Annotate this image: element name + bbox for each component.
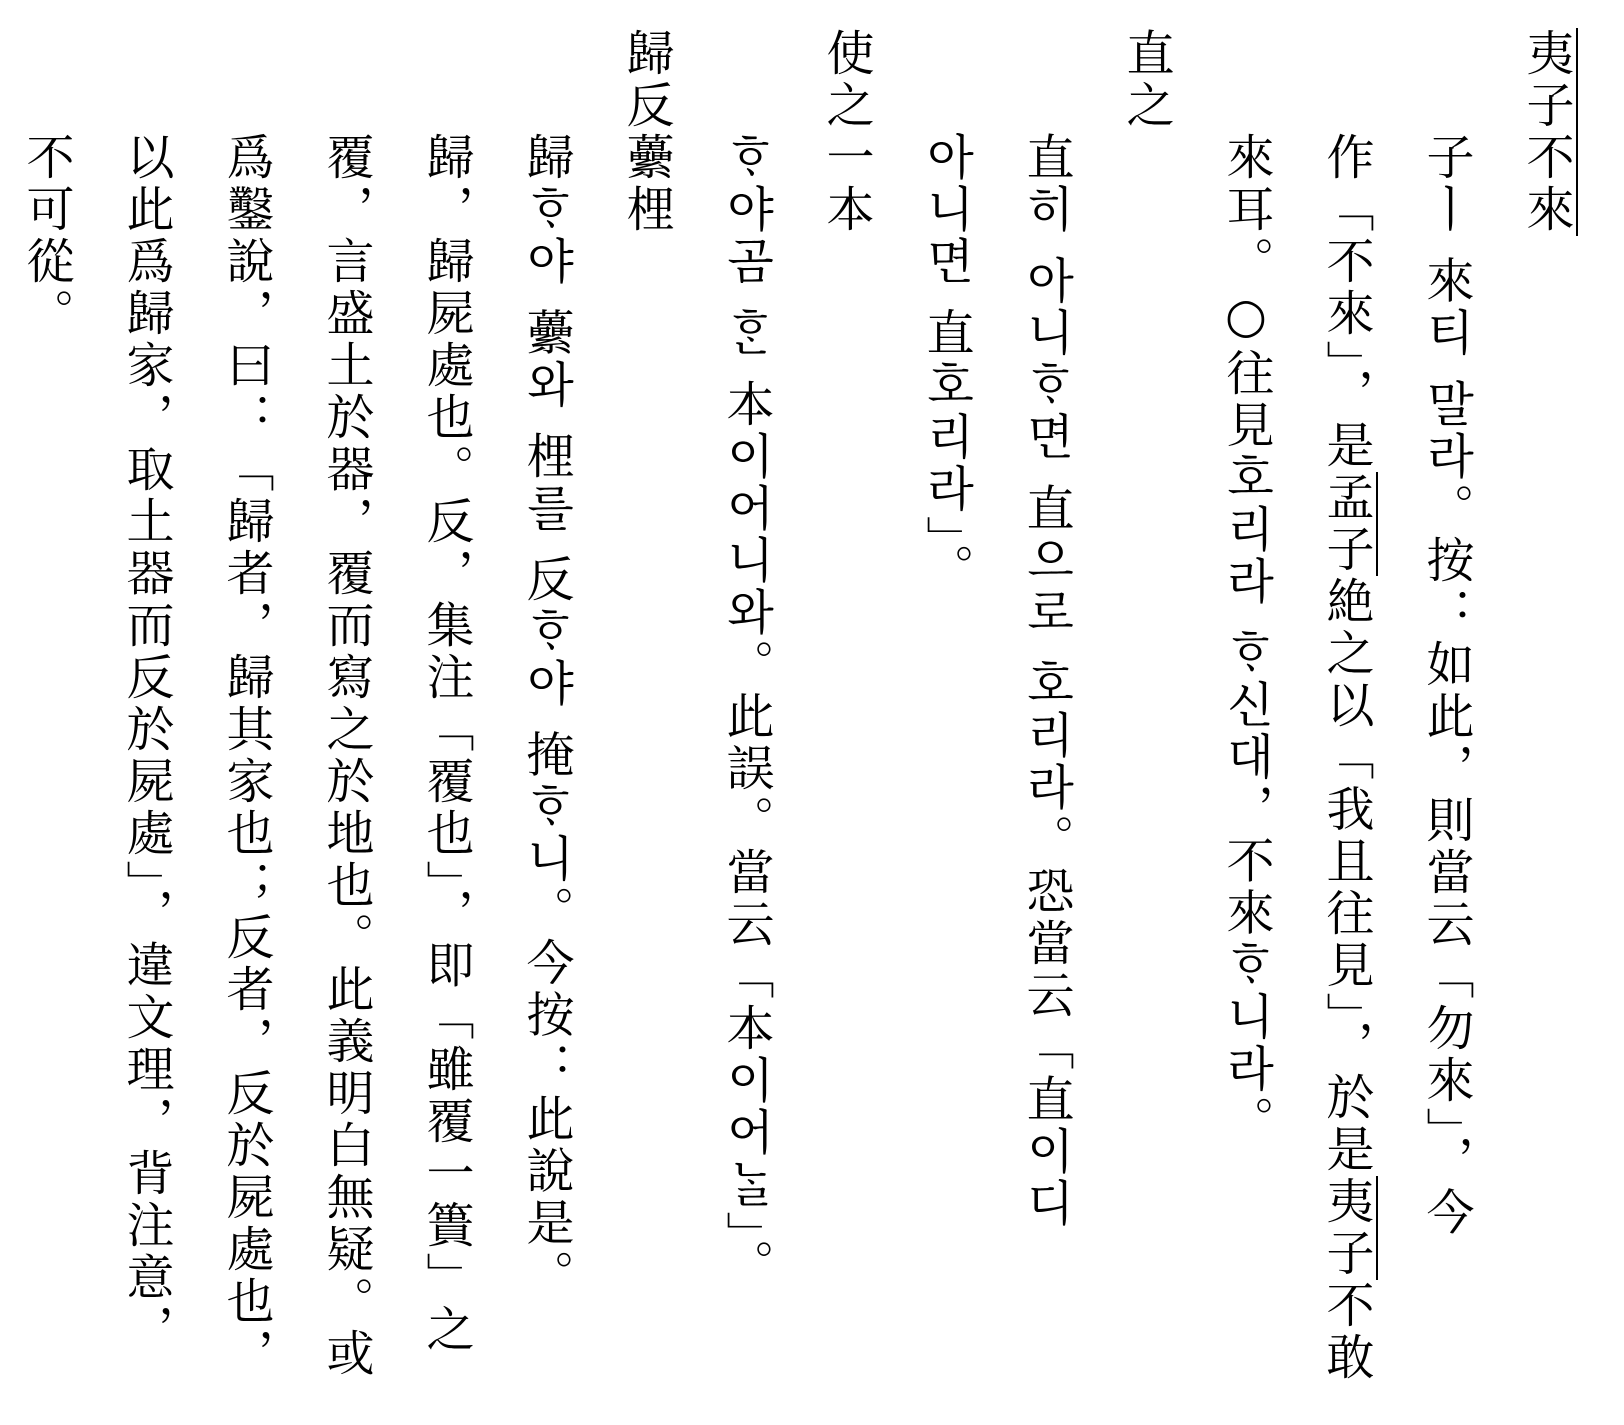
proper-name-mark: 孟子: [1318, 472, 1378, 576]
commentary-line: 歸，歸屍處也。反，集注「覆也」，即「雖覆一簣」之: [418, 132, 474, 1356]
line-segment: 作「不來」，是: [1318, 132, 1374, 472]
commentary-line: 來耳。○往見호리라 ᄒᆞ신대，不來ᄒᆞ니라。: [1218, 132, 1274, 1148]
commentary-line: 歸ᄒᆞ야 虆와 梩를 反ᄒᆞ야 掩ᄒᆞ니。今按：此說是。: [518, 132, 574, 1302]
commentary-line: ᄒᆞ야곰 ᄒᆞᆫ 本이어니와。此誤。當云「本이어ᄂᆞᆯ」。: [718, 132, 774, 1291]
commentary-line: 爲鑿說，曰：「歸者，歸其家也；反者，反於屍處也，: [218, 132, 274, 1380]
commentary-line: 不可從。: [18, 132, 74, 340]
proper-name-mark: 夷子: [1318, 1176, 1378, 1280]
commentary-line: 以此爲歸家，取土器而反於屍處」，違文理，背注意，: [118, 132, 174, 1356]
commentary-line: 子ㅣ 來티 말라。按：如此，則當云「勿來」，今: [1418, 132, 1474, 1239]
commentary-line: 아니면 直호리라」。: [918, 132, 974, 596]
entry-head-yizi-bulai: [1520, 28, 1572, 236]
entry-head-shizhi-yiben: 使之一本: [818, 28, 874, 236]
entry-head-zhizhi: 直之: [1118, 28, 1174, 132]
entry-head-guifan-leili: 歸反虆梩: [618, 28, 674, 236]
commentary-line: 直히 아니ᄒᆞ면 直으로 호리라。恐當云「直이디: [1018, 132, 1074, 1230]
line-segment: 不敢: [1318, 1280, 1374, 1384]
commentary-line: 覆，言盛土於器，覆而寫之於地也。此義明白無疑。或: [318, 132, 374, 1380]
commentary-line: [1320, 132, 1372, 1384]
line-segment: 絶之以「我且往見」，於是: [1318, 576, 1374, 1176]
proper-name-mark: 夷子不來: [1518, 28, 1578, 236]
